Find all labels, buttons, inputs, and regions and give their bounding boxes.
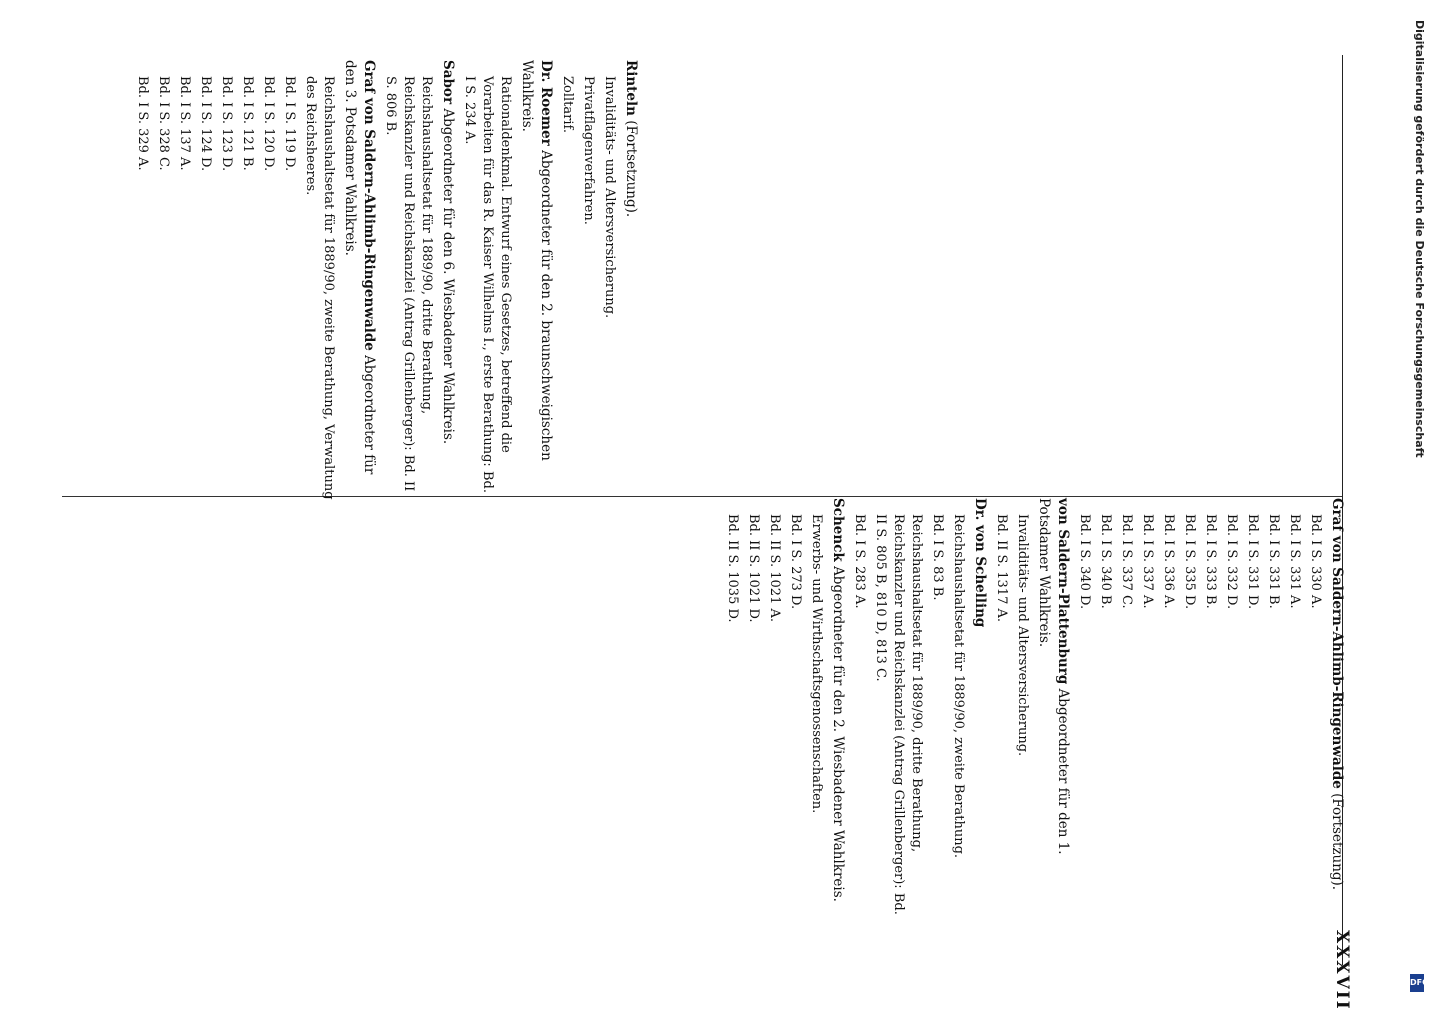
entry-text: Bd. I S. 123 D. bbox=[219, 76, 234, 172]
entry-text: Bd. II S. 1021 D. bbox=[746, 514, 761, 623]
entry-text: Bd. I S. 328 C. bbox=[156, 76, 171, 171]
entry-text: Bd. II S. 1021 A. bbox=[767, 514, 782, 622]
index-entry bbox=[301, 60, 337, 500]
entry-text: Bd. I S. 283 A. bbox=[852, 514, 867, 609]
index-entry bbox=[217, 60, 235, 500]
index-entry bbox=[828, 498, 847, 928]
index-entry bbox=[1034, 498, 1072, 928]
entry-text: Zolltarif. bbox=[560, 76, 575, 134]
entry-text: Bd. II S. 1035 D. bbox=[725, 514, 740, 623]
index-entry bbox=[871, 498, 925, 928]
entry-name: Rinteln bbox=[623, 60, 639, 116]
entry-text: Abgeordneter für den 6. Wiesbadener Wahlkreis. bbox=[440, 108, 456, 445]
index-entry bbox=[154, 60, 172, 500]
index-entry bbox=[744, 498, 762, 928]
entry-text: Invaliditäts- und Altersversicherung. bbox=[602, 76, 617, 319]
index-entry bbox=[786, 498, 804, 928]
entry-text: Abgeordneter für den 2. braunschweigischen Wahlkreis. bbox=[519, 60, 554, 461]
index-entry bbox=[1264, 498, 1282, 928]
index-entry bbox=[970, 498, 989, 928]
entry-text: Bd. I S. 83 B. bbox=[930, 514, 945, 601]
entry-text: Bd. I S. 331 D. bbox=[1245, 514, 1260, 610]
entry-text: Bd. I S. 329 A. bbox=[135, 76, 150, 171]
entry-text: Reichshaushaltsetat für 1889/90, zweite Berathung. bbox=[951, 514, 966, 859]
entry-text: Reichshaushaltsetat für 1889/90, dritte Berathung, Reichskanzler und Reichskanzlei (Antrag Grillenberger): Bd. II S. 805 B, 810 D, 813 C. bbox=[873, 514, 924, 915]
entry-text: Erwerbs- und Wirthschaftsgenossenschaften. bbox=[809, 514, 824, 814]
entry-text: Bd. I S. 119 D. bbox=[282, 76, 297, 172]
dfg-logo: DFG bbox=[1410, 974, 1424, 992]
footer-credit: Digitalisierung gefördert durch die Deutsche Forschungsgemeinschaft bbox=[1413, 20, 1426, 458]
entry-text: Bd. I S. 273 D. bbox=[788, 514, 803, 610]
index-entry bbox=[196, 60, 214, 500]
entry-text: Bd. I S. 336 A. bbox=[1161, 514, 1176, 609]
entry-text: Bd. I S. 124 D. bbox=[198, 76, 213, 172]
entry-text: Bd. I S. 120 D. bbox=[261, 76, 276, 172]
entry-text: Bd. I S. 335 D. bbox=[1182, 514, 1197, 610]
digitization-footer bbox=[1406, 10, 1430, 990]
index-entry bbox=[807, 498, 825, 928]
index-entry bbox=[133, 60, 151, 500]
index-entry bbox=[1201, 498, 1219, 928]
entry-text: Privatflagenverfahren. bbox=[581, 76, 596, 225]
entry-text: Bd. I S. 121 B. bbox=[240, 76, 255, 171]
entry-text: Bd. I S. 340 D. bbox=[1077, 514, 1092, 610]
index-entry bbox=[558, 60, 576, 500]
entry-text: Bd. I S. 332 D. bbox=[1224, 514, 1239, 610]
index-entry bbox=[1243, 498, 1261, 928]
index-entry bbox=[949, 498, 967, 928]
index-entry bbox=[381, 60, 435, 500]
entry-name: Schenck bbox=[830, 498, 846, 562]
index-entry bbox=[1159, 498, 1177, 928]
right-index-column bbox=[656, 498, 1346, 928]
index-entry bbox=[992, 498, 1010, 928]
entry-text: Bd. I S. 333 B. bbox=[1203, 514, 1218, 609]
index-entry bbox=[280, 60, 298, 500]
index-entry bbox=[1327, 498, 1346, 928]
index-entry bbox=[1096, 498, 1114, 928]
index-entry bbox=[723, 498, 741, 928]
entry-text: Reichshaushaltsetat für 1889/90, dritte Berathung, Reichskanzler und Reichskanzlei (Antrag Grillenberger): Bd. II S. 806 B. bbox=[383, 76, 434, 492]
index-entry bbox=[621, 60, 640, 500]
index-entry bbox=[259, 60, 277, 500]
entry-name: von Saldern-Plattenburg bbox=[1055, 498, 1071, 685]
entry-name: Dr. von Schelling bbox=[972, 498, 988, 628]
entry-name: Graf von Saldern-Ahlimb-Ringenwalde bbox=[1329, 498, 1345, 789]
index-entry bbox=[175, 60, 193, 500]
index-entry bbox=[1013, 498, 1031, 928]
entry-name: Graf von Saldern-Ahlimb-Ringenwalde bbox=[361, 60, 377, 351]
index-entry bbox=[340, 60, 378, 500]
entry-text: Bd. I S. 331 B. bbox=[1266, 514, 1281, 609]
index-entry bbox=[1117, 498, 1135, 928]
entry-text: Abgeordneter für den 3. Potsdamer Wahlkreis. bbox=[342, 60, 377, 475]
index-entry bbox=[850, 498, 868, 928]
index-entry bbox=[238, 60, 256, 500]
index-entry bbox=[1222, 498, 1240, 928]
left-index-column bbox=[65, 60, 640, 500]
index-entry bbox=[1285, 498, 1303, 928]
index-entry bbox=[1180, 498, 1198, 928]
entry-text: Invaliditäts- und Altersversicherung. bbox=[1015, 514, 1030, 757]
entry-text: Bd. I S. 331 A. bbox=[1287, 514, 1302, 609]
entry-text: Bd. I S. 337 A. bbox=[1140, 514, 1155, 609]
page-number: XXXVII bbox=[1332, 930, 1352, 1011]
index-entry bbox=[600, 60, 618, 500]
entry-name: Sabor bbox=[440, 60, 456, 105]
entry-name: Dr. Roemer bbox=[538, 60, 554, 146]
index-entry bbox=[460, 60, 514, 500]
index-entry bbox=[517, 60, 555, 500]
entry-text: Bd. I S. 340 B. bbox=[1098, 514, 1113, 609]
index-entry bbox=[1075, 498, 1093, 928]
index-entry bbox=[438, 60, 457, 500]
entry-text: Reichshaushaltsetat für 1889/90, zweite Berathung, Verwaltung des Reichsheeres. bbox=[303, 76, 336, 500]
entry-text: Abgeordneter für den 2. Wiesbadener Wahlkreis. bbox=[830, 566, 846, 902]
index-entry bbox=[1306, 498, 1324, 928]
entry-text: (Fortsetzung). bbox=[623, 120, 639, 218]
index-entry bbox=[928, 498, 946, 928]
entry-text: Abgeordneter für den 1. Potsdamer Wahlkreis. bbox=[1036, 498, 1071, 855]
entry-text: Bd. I S. 337 C. bbox=[1119, 514, 1134, 609]
index-entry bbox=[579, 60, 597, 500]
entry-text: Rationaldenkmal. Entwurf eines Gesetzes, betreffend die Vorarbeiten für das R. Kaiser Wilhelms I., erste Berathung: Bd. I S. 234 A. bbox=[462, 76, 513, 493]
entry-text: Bd. I S. 137 A. bbox=[177, 76, 192, 171]
entry-text: Bd. I S. 330 A. bbox=[1308, 514, 1323, 609]
index-entry bbox=[765, 498, 783, 928]
entry-text: (Fortsetzung). bbox=[1329, 793, 1345, 891]
entry-text: Bd. II S. 1317 A. bbox=[994, 514, 1009, 622]
index-entry bbox=[1138, 498, 1156, 928]
